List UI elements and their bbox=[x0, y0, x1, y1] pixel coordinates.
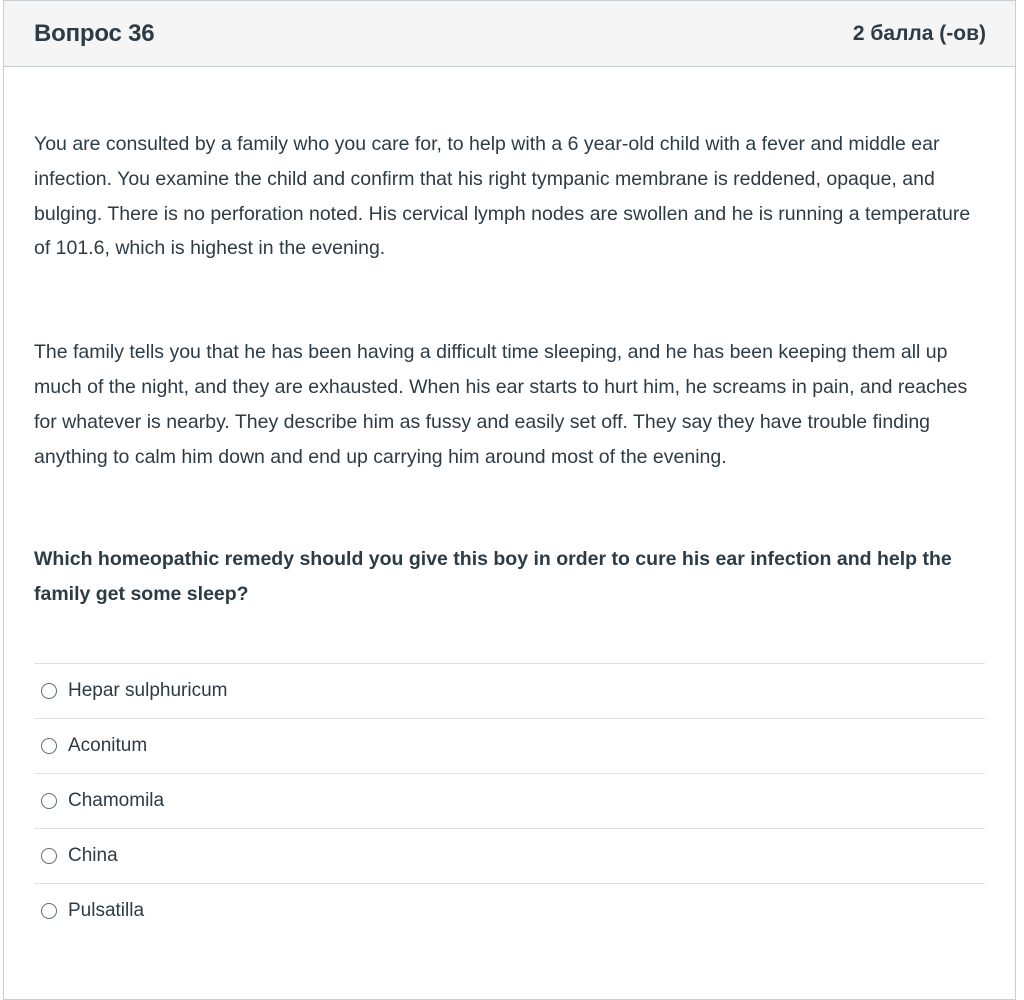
radio-button[interactable] bbox=[41, 793, 57, 809]
answer-label: Hepar sulphuricum bbox=[68, 679, 228, 701]
answer-label: Chamomila bbox=[68, 789, 165, 811]
radio-button[interactable] bbox=[41, 683, 57, 699]
answer-option[interactable] bbox=[34, 664, 985, 719]
answer-label: Aconitum bbox=[68, 734, 148, 756]
question-prompt: Which homeopathic remedy should you give this boy in order to cure his ear infection and help the family get some sleep? bbox=[34, 548, 952, 606]
question-paragraph: You are consulted by a family who you care for, to help with a 6 year-old child with a fever and middle ear infection. You examine the child and confirm that his right tympanic membrane is reddened, opaque, and bulging. There is no perforation noted. His cervical lymph nodes are swollen and he is running a temperature of 101.6, which is highest in the evening. bbox=[34, 133, 971, 260]
answer-option[interactable] bbox=[34, 719, 985, 774]
answer-label: Pulsatilla bbox=[68, 899, 145, 921]
question-points: 2 балла (-ов) bbox=[852, 21, 986, 45]
question-card bbox=[3, 0, 1016, 1000]
answer-list bbox=[34, 663, 985, 938]
radio-button[interactable] bbox=[41, 848, 57, 864]
question-body bbox=[4, 67, 1015, 938]
answer-option[interactable] bbox=[34, 829, 985, 884]
answer-label: China bbox=[68, 844, 118, 866]
question-paragraph: The family tells you that he has been having a difficult time sleeping, and he has been keeping them all up much of the night, and they are exhausted. When his ear starts to hurt him, he screams in pain, and reaches for whatever is nearby. They describe him as fussy and easily set off. They say they have trouble finding anything to calm him down and end up carrying him around most of the evening. bbox=[34, 341, 968, 468]
radio-button[interactable] bbox=[41, 738, 57, 754]
question-title: Вопрос 36 bbox=[34, 19, 155, 47]
question-header bbox=[4, 1, 1015, 67]
radio-button[interactable] bbox=[41, 903, 57, 919]
answer-option[interactable] bbox=[34, 884, 985, 938]
answer-option[interactable] bbox=[34, 774, 985, 829]
